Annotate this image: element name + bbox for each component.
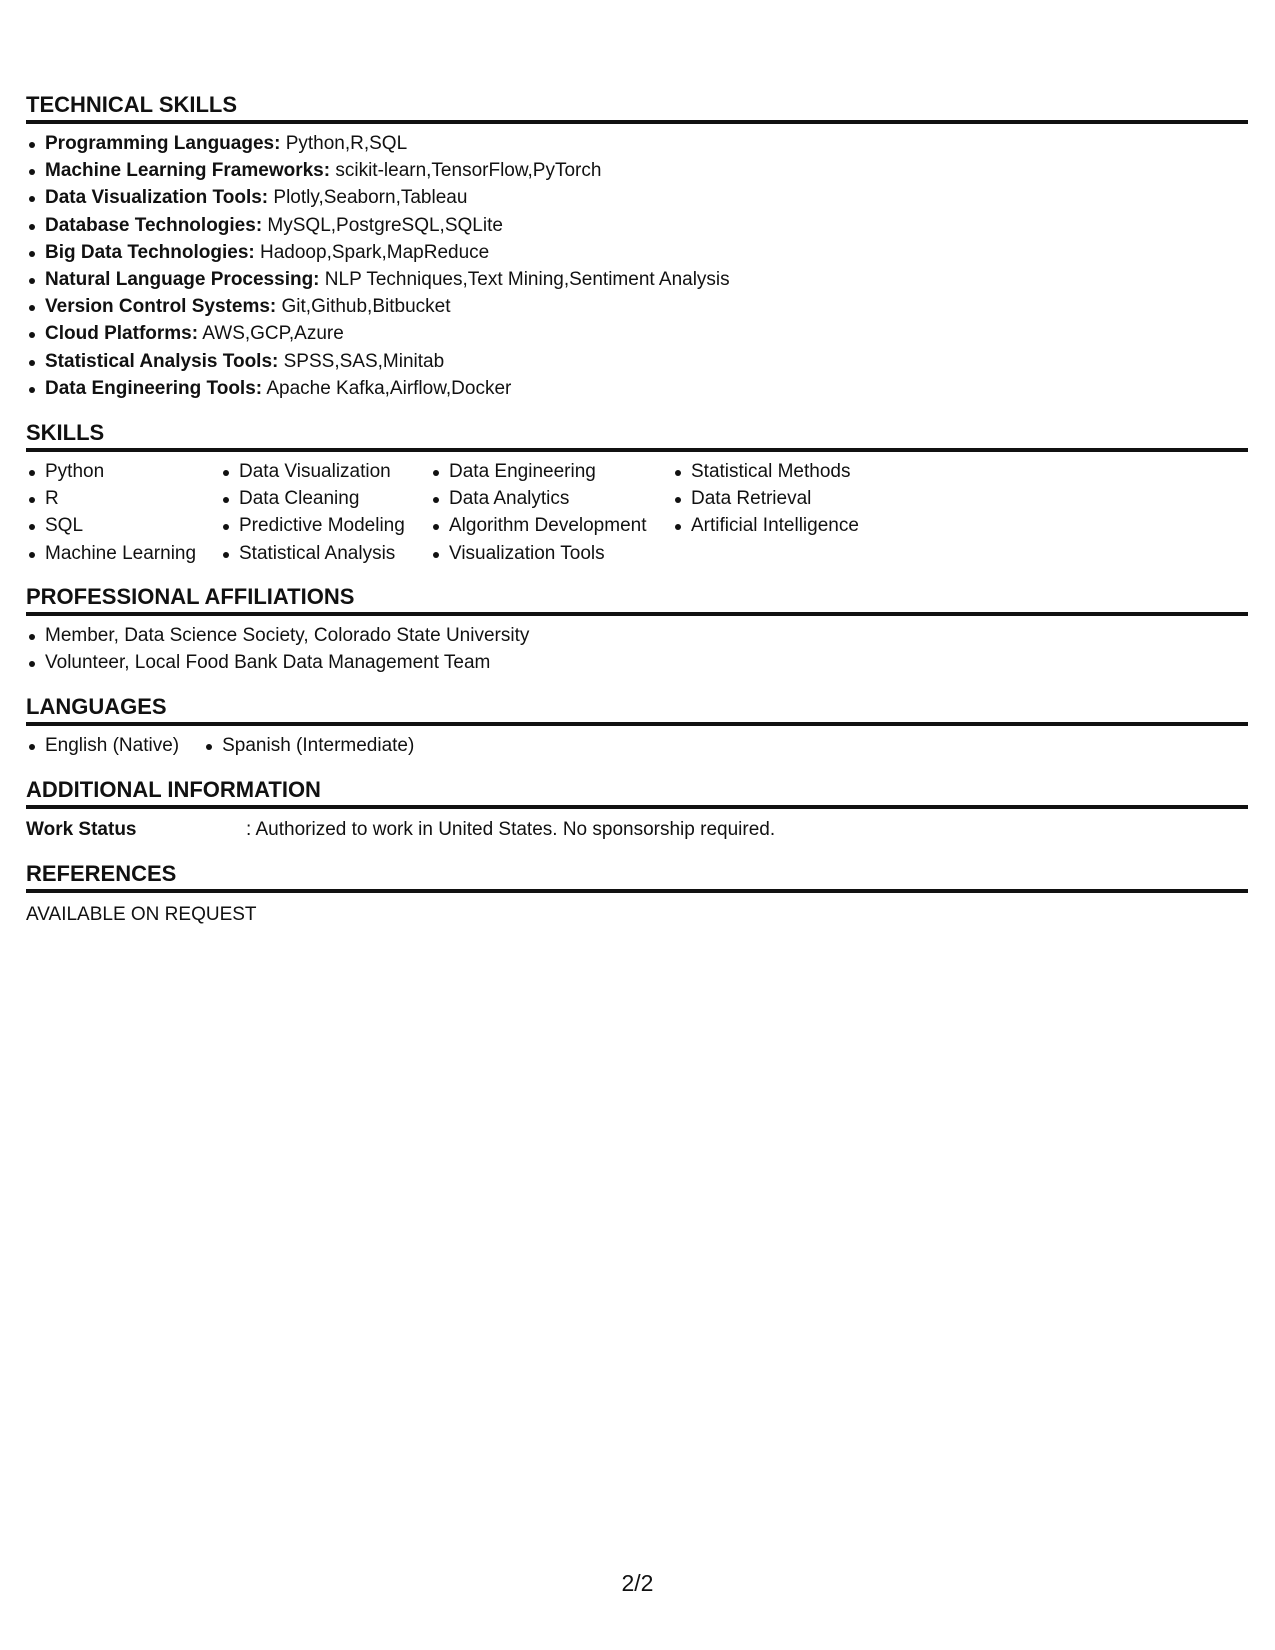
affiliation-item: Member, Data Science Society, Colorado State University xyxy=(26,622,1248,649)
technical-skill-label: Big Data Technologies: xyxy=(45,241,255,263)
technical-skill-label: Version Control Systems: xyxy=(45,296,277,318)
skill-item: Artificial Intelligence xyxy=(672,512,932,539)
skill-item: Data Visualization xyxy=(220,458,430,485)
additional-information-section xyxy=(26,777,1248,861)
languages-heading: LANGUAGES xyxy=(26,694,1248,726)
skill-item: Algorithm Development xyxy=(430,512,672,539)
technical-skills-section xyxy=(26,92,1248,420)
technical-skill-label: Programming Languages: xyxy=(45,133,281,154)
skills-heading: SKILLS xyxy=(26,420,1248,452)
technical-skill-value: Plotly,Seaborn,Tableau xyxy=(268,187,468,209)
work-status-value: : Authorized to work in United States. No sponsorship required. xyxy=(246,819,776,841)
technical-skill-label: Data Engineering Tools: xyxy=(45,377,263,399)
affiliations-heading: PROFESSIONAL AFFILIATIONS xyxy=(26,584,1248,616)
work-status-row xyxy=(26,809,1248,861)
technical-skill-item xyxy=(26,375,1248,402)
technical-skill-label: Cloud Platforms: xyxy=(45,323,199,345)
technical-skill-item xyxy=(26,293,1248,320)
skill-item: Data Analytics xyxy=(430,485,672,512)
technical-skill-item xyxy=(26,184,1248,211)
additional-information-heading: ADDITIONAL INFORMATION xyxy=(26,777,1248,809)
skills-column xyxy=(672,458,932,567)
skill-item: Python xyxy=(26,458,220,485)
technical-skill-value: Hadoop,Spark,MapReduce xyxy=(254,241,490,263)
technical-skill-item xyxy=(26,212,1248,239)
technical-skill-value: AWS,GCP,Azure xyxy=(198,323,344,345)
technical-skill-value: MySQL,PostgreSQL,SQLite xyxy=(262,214,503,236)
references-text: AVAILABLE ON REQUEST xyxy=(26,904,257,926)
technical-skill-value: NLP Techniques,Text Mining,Sentiment Analysis xyxy=(319,269,730,291)
affiliation-item: Volunteer, Local Food Bank Data Management Team xyxy=(26,649,1248,676)
skill-item: SQL xyxy=(26,512,220,539)
skill-item: R xyxy=(26,485,220,512)
skill-item: Data Cleaning xyxy=(220,485,430,512)
skill-item: Data Retrieval xyxy=(672,485,932,512)
affiliations-list xyxy=(26,616,1248,694)
technical-skill-item xyxy=(26,320,1248,347)
skills-column xyxy=(26,458,220,567)
technical-skills-list xyxy=(26,124,1248,420)
skill-item: Machine Learning xyxy=(26,540,220,567)
references-heading: REFERENCES xyxy=(26,861,1248,893)
references-section xyxy=(26,861,1248,928)
language-item: Spanish (Intermediate) xyxy=(203,732,414,759)
technical-skill-item xyxy=(26,266,1248,293)
technical-skill-value: Apache Kafka,Airflow,Docker xyxy=(262,377,512,399)
technical-skill-label: Machine Learning Frameworks: xyxy=(45,160,331,182)
resume-page xyxy=(26,92,1248,928)
technical-skill-value: SPSS,SAS,Minitab xyxy=(278,350,445,372)
skill-item: Statistical Methods xyxy=(672,458,932,485)
technical-skill-label: Statistical Analysis Tools: xyxy=(45,350,279,372)
technical-skill-value: Python,R,SQL xyxy=(280,133,408,154)
technical-skill-item xyxy=(26,157,1248,184)
skills-column xyxy=(220,458,430,567)
technical-skill-value: Git,Github,Bitbucket xyxy=(276,296,451,318)
skill-item: Predictive Modeling xyxy=(220,512,430,539)
skills-column xyxy=(430,458,672,567)
technical-skill-value: scikit-learn,TensorFlow,PyTorch xyxy=(330,160,602,182)
technical-skills-heading: TECHNICAL SKILLS xyxy=(26,92,1248,124)
skill-item: Data Engineering xyxy=(430,458,672,485)
technical-skill-label: Data Visualization Tools: xyxy=(45,187,269,209)
technical-skill-item xyxy=(26,348,1248,375)
skills-grid xyxy=(26,452,1248,584)
skill-item: Visualization Tools xyxy=(430,540,672,567)
work-status-label: Work Status xyxy=(26,819,137,841)
technical-skill-label: Natural Language Processing: xyxy=(45,269,320,291)
technical-skill-item xyxy=(26,130,1248,157)
languages-list xyxy=(26,726,1248,777)
skill-item: Statistical Analysis xyxy=(220,540,430,567)
language-item: English (Native) xyxy=(26,732,179,759)
page-number: 2/2 xyxy=(621,1570,654,1596)
languages-section xyxy=(26,694,1248,777)
affiliations-section xyxy=(26,584,1248,694)
skills-section xyxy=(26,420,1248,584)
technical-skill-item xyxy=(26,239,1248,266)
technical-skill-label: Database Technologies: xyxy=(45,214,263,236)
